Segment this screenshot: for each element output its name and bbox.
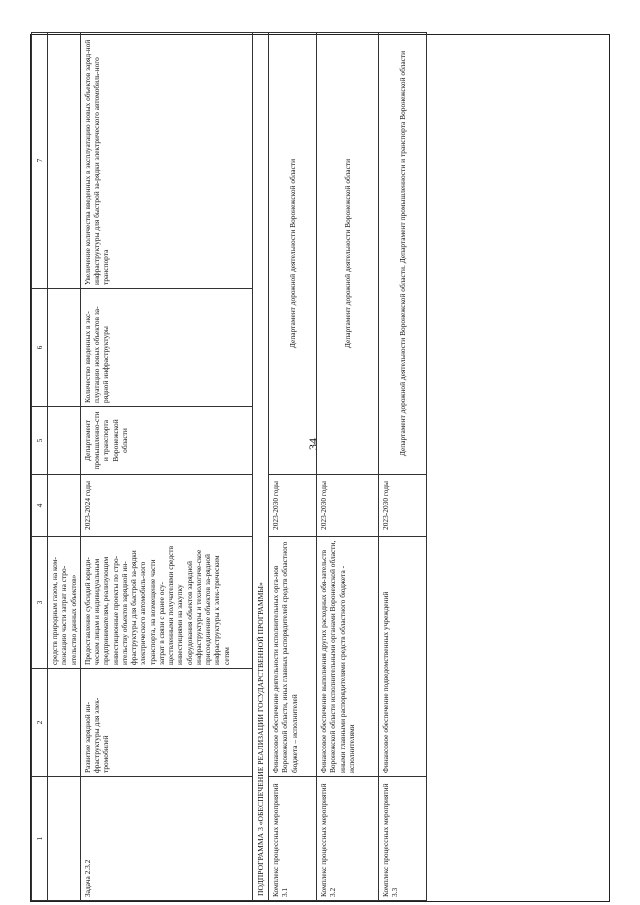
- section-row: [252, 33, 268, 901]
- task-name: Развитие зарядной ин-фраструктуры для элек-тромобилей: [80, 669, 252, 777]
- header-cell: 1: [32, 777, 48, 901]
- task-id: Задача 2.3.2: [80, 777, 252, 901]
- complex-text: Финансовое обеспечение выполнения других расходных обя-зательств Воронежской области исполнительными органами Воронежской области, иными главными распорядителями средств областного бюджета - исполнителями: [317, 537, 379, 777]
- task-result: Увеличение количества введенных в эксплуатацию новых объектов заряд-ной инфраструктуры для быстрой за-рядки электрического автомобиль-ного транспорта: [80, 33, 252, 289]
- complex-row: [379, 33, 427, 901]
- complex-text: Финансовое обеспечение деятельности исполнительных орга-нов Воронежской области, иных главных распорядителей средств областного бюджета – исполнителей: [269, 537, 317, 777]
- page-number: 34: [306, 438, 320, 450]
- rotated-table-page: [30, 34, 610, 902]
- task-row: [80, 33, 252, 901]
- task-measure: Предоставление субсидий юриди-ческим лицам и индивидуальным предпринимателям, реализующим инвестиционные проекты по стро-ительству объектов зарядной ин-фраструктуры для быстрой за-рядки электрического автомобиль-ного транспорта, на возмещение части затрат в связи с ранее осу-ществленными получателями средств инвестициями на закупку оборудования объектов зарядной инфраструктуры и технологиче-ское присоединение объектов за-рядной инфраструктуры к элек-трическим сетям: [80, 537, 252, 669]
- complex-period: 2023-2030 годы: [317, 475, 379, 537]
- complex-id: Комплекс процессных мероприятий 3.2: [317, 777, 379, 901]
- header-cell: 3: [32, 537, 48, 669]
- header-cell: 2: [32, 669, 48, 777]
- task-indicator: Количество введенных в экс-плуатацию новых объектов за-рядной инфраструктуры: [80, 289, 252, 407]
- complex-period: 2023-2030 годы: [379, 475, 427, 537]
- complex-executor: Департамент дорожной деятельности Воронежской области. Департамент промышленности и транспорта Воронежской области: [379, 33, 427, 475]
- complex-executor: Департамент дорожной деятельности Воронежской области: [317, 33, 379, 475]
- header-row: [32, 33, 48, 901]
- complex-id: Комплекс процессных мероприятий 3.1: [269, 777, 317, 901]
- continuation-row: [48, 33, 81, 901]
- complex-executor: Департамент дорожной деятельности Воронежской области: [269, 33, 317, 475]
- task-executor: Департамент промышленно-сти и транспорта Воронежской области: [80, 407, 252, 475]
- header-cell: 4: [32, 475, 48, 537]
- complex-period: 2023-2030 годы: [269, 475, 317, 537]
- task-period: 2023-2024 годы: [80, 475, 252, 537]
- header-cell: 7: [32, 33, 48, 289]
- header-cell: 6: [32, 289, 48, 407]
- program-table: [31, 32, 427, 901]
- header-cell: 5: [32, 407, 48, 475]
- complex-row: [317, 33, 379, 901]
- continuation-text: средств природным газом, на ком-пенсацию части затрат на стро-ительство данных объектов»: [48, 537, 81, 669]
- complex-row: [269, 33, 317, 901]
- section-title: ПОДПРОГРАММА 3 «ОБЕСПЕЧЕНИЕ РЕАЛИЗАЦИИ ГОСУДАРСТВЕННОЙ ПРОГРАММЫ»: [252, 33, 268, 901]
- complex-text: Финансовое обеспечение подведомственных учреждений: [379, 537, 427, 777]
- complex-id: Комплекс процессных мероприятий 3.3: [379, 777, 427, 901]
